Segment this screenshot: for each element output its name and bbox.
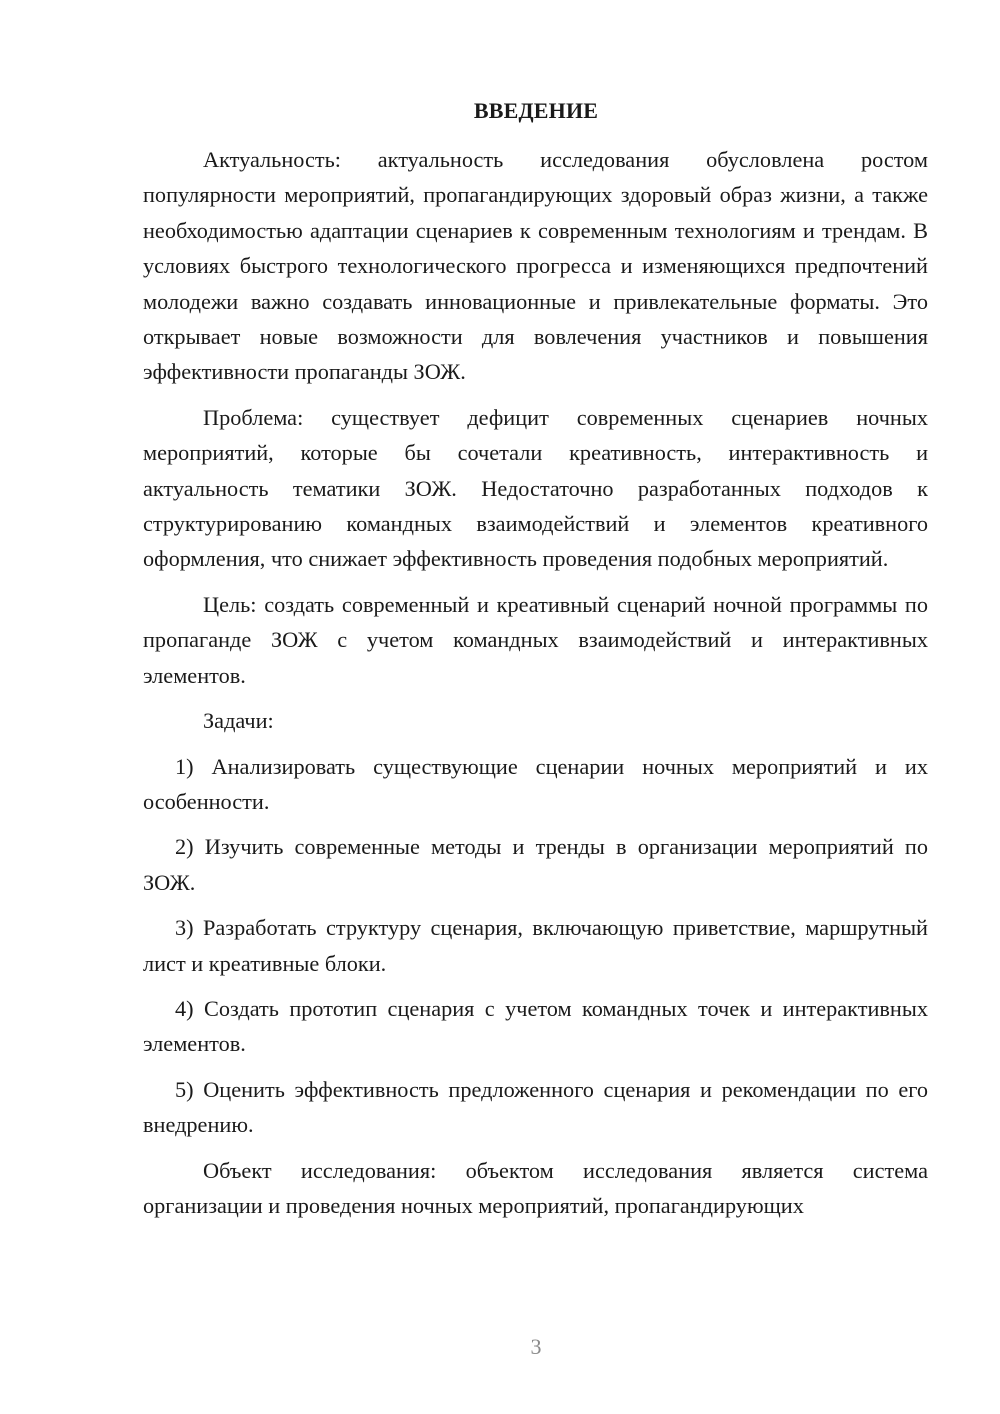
task-item-2: 2) Изучить современные методы и тренды в организации мероприятий по ЗОЖ. bbox=[143, 834, 928, 895]
task-item-1: 1) Анализировать существующие сценарии ночных мероприятий и их особенности. bbox=[143, 753, 928, 814]
task-item-5: 5) Оценить эффективность предложенного сценария и рекомендации по его внедрению. bbox=[143, 1076, 928, 1138]
paragraph-problem: Проблема: существует дефицит современных сценариев ночных мероприятий, которые бы сочетали креативность, интерактивность и актуальность тематики ЗОЖ. Недостаточно разработанных подходов к структурированию командных взаимодействий и элементов креативного оформления, что снижает эффективность проведения подобных мероприятий. bbox=[143, 404, 928, 572]
section-heading: ВВЕДЕНИЕ bbox=[473, 98, 599, 123]
paragraph-relevance: Актуальность: актуальность исследования обусловлена ростом популярности мероприятий, пропагандирующих здоровый образ жизни, а также необходимостью адаптации сценариев к современным технологиям и трендам. В условиях быстрого технологического прогресса и изменяющихся предпочтений молодежи важно создавать инновационные и привлекательные форматы. Это открывает новые возможности для вовлечения участников и повышения эффективности пропаганды ЗОЖ. bbox=[143, 147, 928, 385]
body-text bbox=[143, 142, 928, 1233]
page-number: 3 bbox=[530, 1334, 542, 1359]
task-item-3: 3) Разработать структуру сценария, включающую приветствие, маршрутный лист и креативные блоки. bbox=[143, 915, 928, 976]
task-item-4: 4) Создать прототип сценария с учетом командных точек и интерактивных элементов. bbox=[143, 995, 928, 1057]
tasks-label: Задачи: bbox=[203, 708, 274, 734]
paragraph-goal: Цель: создать современный и креативный сценарий ночной программы по пропаганде ЗОЖ с учетом командных взаимодействий и интерактивных элементов. bbox=[143, 591, 928, 688]
paragraph-object: Объект исследования: объектом исследования является система организации и проведения ночных мероприятий, пропагандирующих bbox=[143, 1157, 928, 1218]
